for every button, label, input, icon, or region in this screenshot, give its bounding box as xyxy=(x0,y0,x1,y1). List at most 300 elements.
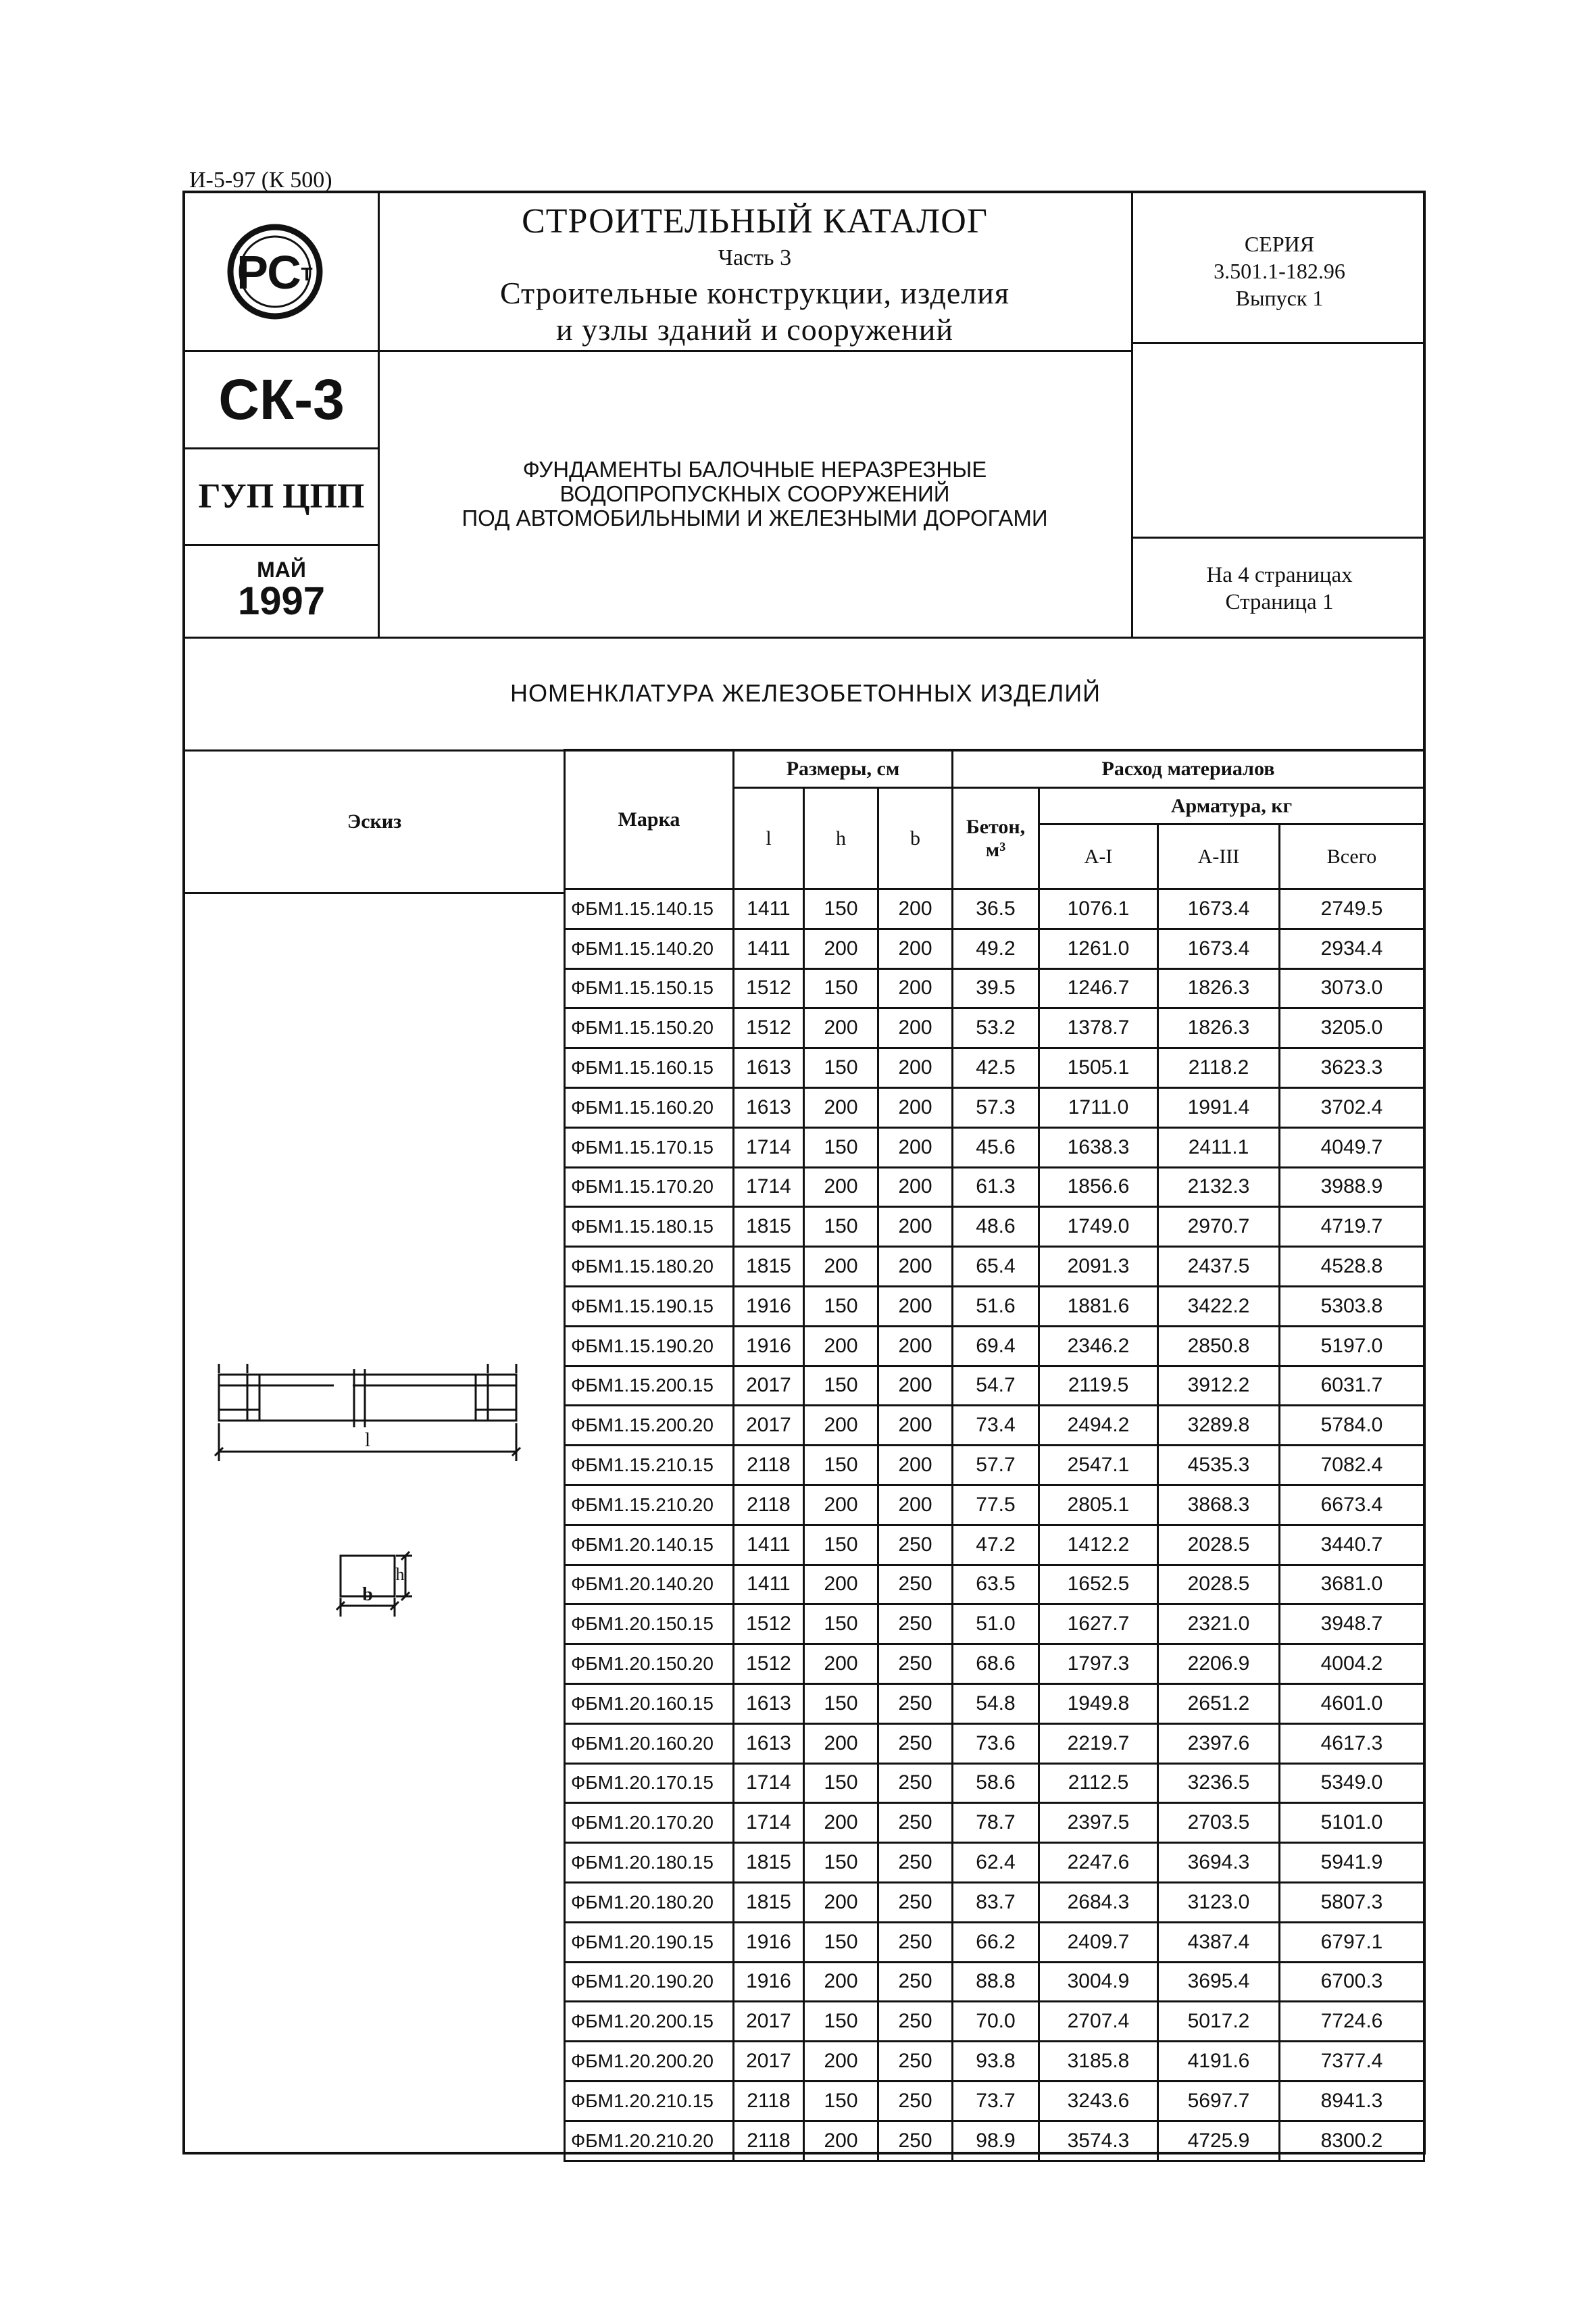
cell-a3: 3868.3 xyxy=(1158,1485,1280,1525)
cell-a3: 5697.7 xyxy=(1158,2081,1280,2121)
cell-a1: 3004.9 xyxy=(1039,1962,1158,2002)
cell-a3: 5017.2 xyxy=(1158,2002,1280,2042)
cell-mark: ФБМ1.20.160.15 xyxy=(565,1683,734,1723)
cell-total: 6673.4 xyxy=(1280,1485,1424,1525)
cell-mark: ФБМ1.15.210.20 xyxy=(565,1485,734,1525)
cell-a1: 2707.4 xyxy=(1039,2002,1158,2042)
cell-total: 3702.4 xyxy=(1280,1087,1424,1127)
cell-concrete: 42.5 xyxy=(953,1048,1039,1088)
document-code: И-5-97 (К 500) xyxy=(189,168,332,193)
cell-b: 200 xyxy=(878,929,953,968)
cell-total: 8941.3 xyxy=(1280,2081,1424,2121)
cell-mark: ФБМ1.20.210.15 xyxy=(565,2081,734,2121)
cell-mark: ФБМ1.20.180.15 xyxy=(565,1843,734,1883)
series-number: 3.501.1-182.96 xyxy=(1214,259,1345,283)
cell-a3: 1991.4 xyxy=(1158,1087,1280,1127)
cell-a1: 2247.6 xyxy=(1039,1843,1158,1883)
cell-l: 1613 xyxy=(734,1723,804,1763)
table-row xyxy=(565,1882,1424,1922)
cell-a1: 1856.6 xyxy=(1039,1167,1158,1207)
table-row xyxy=(565,1087,1424,1127)
catalog-title: СТРОИТЕЛЬНЫЙ КАТАЛОГ xyxy=(522,201,988,241)
cell-l: 1613 xyxy=(734,1087,804,1127)
header-dimensions: Размеры, см xyxy=(734,750,953,788)
cell-concrete: 36.5 xyxy=(953,889,1039,929)
cell-mark: ФБМ1.15.180.15 xyxy=(565,1207,734,1247)
table-row xyxy=(565,1525,1424,1565)
cell-h: 150 xyxy=(804,2002,878,2042)
cell-total: 6797.1 xyxy=(1280,1922,1424,1962)
table-row xyxy=(565,1167,1424,1207)
cell-total: 7724.6 xyxy=(1280,2002,1424,2042)
header-rebar-a1: А-I xyxy=(1039,824,1158,889)
cell-b: 250 xyxy=(878,2002,953,2042)
table-body xyxy=(565,889,1424,2161)
cell-concrete: 57.3 xyxy=(953,1087,1039,1127)
cell-l: 1916 xyxy=(734,1286,804,1326)
cell-b: 200 xyxy=(878,889,953,929)
cell-a3: 3123.0 xyxy=(1158,1882,1280,1922)
cell-a1: 2805.1 xyxy=(1039,1485,1158,1525)
cell-b: 200 xyxy=(878,1446,953,1485)
cell-concrete: 73.6 xyxy=(953,1723,1039,1763)
cell-a1: 2494.2 xyxy=(1039,1406,1158,1446)
cell-total: 5941.9 xyxy=(1280,1843,1424,1883)
cell-b: 200 xyxy=(878,1247,953,1287)
cell-mark: ФБМ1.15.190.15 xyxy=(565,1286,734,1326)
cell-b: 250 xyxy=(878,1683,953,1723)
table-row xyxy=(565,1922,1424,1962)
cell-b: 200 xyxy=(878,1485,953,1525)
cell-b: 200 xyxy=(878,968,953,1008)
cell-l: 1815 xyxy=(734,1843,804,1883)
logo-cell xyxy=(185,193,378,350)
cell-h: 150 xyxy=(804,1763,878,1803)
cell-total: 6031.7 xyxy=(1280,1366,1424,1406)
cell-mark: ФБМ1.20.150.15 xyxy=(565,1604,734,1644)
cell-mark: ФБМ1.20.190.20 xyxy=(565,1962,734,2002)
cell-mark: ФБМ1.20.200.15 xyxy=(565,2002,734,2042)
cell-concrete: 88.8 xyxy=(953,1962,1039,2002)
cell-concrete: 68.6 xyxy=(953,1644,1039,1684)
cell-h: 150 xyxy=(804,1604,878,1644)
cell-mark: ФБМ1.15.170.15 xyxy=(565,1127,734,1167)
table-row xyxy=(565,1723,1424,1763)
header-materials: Расход материалов xyxy=(953,750,1424,788)
series-label: СЕРИЯ xyxy=(1244,232,1315,256)
sketch-header: Эскиз xyxy=(347,810,402,833)
cell-total: 3073.0 xyxy=(1280,968,1424,1008)
cell-l: 1815 xyxy=(734,1247,804,1287)
cell-a1: 1627.7 xyxy=(1039,1604,1158,1644)
cell-b: 250 xyxy=(878,1803,953,1843)
cell-a3: 4535.3 xyxy=(1158,1446,1280,1485)
cell-total: 6700.3 xyxy=(1280,1962,1424,2002)
logo-text: РС xyxy=(236,246,301,299)
cell-l: 1512 xyxy=(734,968,804,1008)
cell-a3: 2206.9 xyxy=(1158,1644,1280,1684)
cell-a3: 3912.2 xyxy=(1158,1366,1280,1406)
cell-h: 150 xyxy=(804,1127,878,1167)
cell-b: 250 xyxy=(878,1525,953,1565)
cell-a1: 1797.3 xyxy=(1039,1644,1158,1684)
divider-pages xyxy=(1131,537,1426,539)
catalog-subtitle-2: и узлы зданий и сооружений xyxy=(556,312,953,347)
catalog-code: СК-3 xyxy=(218,367,345,431)
cell-total: 3681.0 xyxy=(1280,1565,1424,1604)
header-concrete-unit: м³ xyxy=(985,838,1006,861)
table-row xyxy=(565,1048,1424,1088)
cell-concrete: 51.6 xyxy=(953,1286,1039,1326)
cell-h: 200 xyxy=(804,929,878,968)
cell-total: 2749.5 xyxy=(1280,889,1424,929)
cell-total: 5303.8 xyxy=(1280,1286,1424,1326)
cell-concrete: 98.9 xyxy=(953,2121,1039,2161)
cell-total: 5101.0 xyxy=(1280,1803,1424,1843)
cell-mark: ФБМ1.15.140.20 xyxy=(565,929,734,968)
cell-a3: 2321.0 xyxy=(1158,1604,1280,1644)
document-title-line-1: ФУНДАМЕНТЫ БАЛОЧНЫЕ НЕРАЗРЕЗНЫЕ xyxy=(522,457,987,482)
cell-a3: 3289.8 xyxy=(1158,1406,1280,1446)
cell-h: 200 xyxy=(804,1644,878,1684)
cell-mark: ФБМ1.20.180.20 xyxy=(565,1882,734,1922)
cell-b: 200 xyxy=(878,1008,953,1048)
cell-mark: ФБМ1.20.170.15 xyxy=(565,1763,734,1803)
cell-b: 250 xyxy=(878,1723,953,1763)
cell-l: 2118 xyxy=(734,2081,804,2121)
sketch-label-length: l xyxy=(364,1429,371,1451)
table-row xyxy=(565,889,1424,929)
cell-concrete: 78.7 xyxy=(953,1803,1039,1843)
cell-total: 4528.8 xyxy=(1280,1247,1424,1287)
cell-a3: 1826.3 xyxy=(1158,968,1280,1008)
cell-a1: 2112.5 xyxy=(1039,1763,1158,1803)
cell-a3: 1673.4 xyxy=(1158,929,1280,968)
table-row xyxy=(565,1247,1424,1287)
cell-l: 1411 xyxy=(734,1565,804,1604)
cell-a3: 4387.4 xyxy=(1158,1922,1280,1962)
cell-a3: 3236.5 xyxy=(1158,1763,1280,1803)
cell-a3: 2118.2 xyxy=(1158,1048,1280,1088)
header-mark: Марка xyxy=(565,750,734,889)
divider-sketch-header xyxy=(185,892,564,894)
cell-concrete: 62.4 xyxy=(953,1843,1039,1883)
cell-h: 150 xyxy=(804,1366,878,1406)
cell-a3: 2703.5 xyxy=(1158,1803,1280,1843)
cell-b: 200 xyxy=(878,1048,953,1088)
cell-l: 2017 xyxy=(734,1406,804,1446)
table-row xyxy=(565,968,1424,1008)
cell-b: 200 xyxy=(878,1167,953,1207)
cell-a3: 2651.2 xyxy=(1158,1683,1280,1723)
series-block xyxy=(1133,220,1426,322)
cell-b: 250 xyxy=(878,2121,953,2161)
cell-a3: 4725.9 xyxy=(1158,2121,1280,2161)
cell-b: 250 xyxy=(878,2081,953,2121)
cell-h: 200 xyxy=(804,1087,878,1127)
table-row xyxy=(565,1326,1424,1366)
cell-total: 5349.0 xyxy=(1280,1763,1424,1803)
cell-b: 200 xyxy=(878,1286,953,1326)
cell-a1: 2119.5 xyxy=(1039,1366,1158,1406)
cell-l: 1714 xyxy=(734,1763,804,1803)
cell-concrete: 51.0 xyxy=(953,1604,1039,1644)
series-issue: Выпуск 1 xyxy=(1235,286,1324,310)
cell-a1: 3574.3 xyxy=(1039,2121,1158,2161)
cell-concrete: 70.0 xyxy=(953,2002,1039,2042)
table-row xyxy=(565,1286,1424,1326)
cell-h: 200 xyxy=(804,1326,878,1366)
cell-total: 3205.0 xyxy=(1280,1008,1424,1048)
cell-concrete: 39.5 xyxy=(953,968,1039,1008)
header-rebar: Арматура, кг xyxy=(1039,788,1424,824)
cell-h: 200 xyxy=(804,2042,878,2082)
cell-total: 5197.0 xyxy=(1280,1326,1424,1366)
cell-a3: 2028.5 xyxy=(1158,1525,1280,1565)
cell-a3: 3422.2 xyxy=(1158,1286,1280,1326)
sketch-label-width: b xyxy=(362,1584,373,1605)
table-row xyxy=(565,2081,1424,2121)
cell-l: 2017 xyxy=(734,1366,804,1406)
cell-mark: ФБМ1.15.170.20 xyxy=(565,1167,734,1207)
cell-a1: 2684.3 xyxy=(1039,1882,1158,1922)
cell-h: 150 xyxy=(804,889,878,929)
header-concrete xyxy=(953,788,1039,889)
cell-total: 4719.7 xyxy=(1280,1207,1424,1247)
cell-l: 1512 xyxy=(734,1644,804,1684)
cell-l: 1411 xyxy=(734,1525,804,1565)
table-row xyxy=(565,1962,1424,2002)
cell-l: 2118 xyxy=(734,1446,804,1485)
table-row xyxy=(565,1406,1424,1446)
table-row xyxy=(565,1127,1424,1167)
cell-b: 200 xyxy=(878,1326,953,1366)
cell-a1: 2397.5 xyxy=(1039,1803,1158,1843)
pages-current: Страница 1 xyxy=(1225,590,1334,614)
header-width: b xyxy=(878,788,953,889)
document-title-line-3: ПОД АВТОМОБИЛЬНЫМИ И ЖЕЛЕЗНЫМИ ДОРОГАМИ xyxy=(462,506,1048,531)
cell-l: 2017 xyxy=(734,2042,804,2082)
cell-mark: ФБМ1.20.210.20 xyxy=(565,2121,734,2161)
date-month: МАЙ xyxy=(257,557,306,582)
cell-a3: 3695.4 xyxy=(1158,1962,1280,2002)
table-row xyxy=(565,2002,1424,2042)
pages-total: На 4 страницах xyxy=(1206,563,1353,587)
cell-l: 1613 xyxy=(734,1048,804,1088)
table-row xyxy=(565,1207,1424,1247)
cell-mark: ФБМ1.15.200.15 xyxy=(565,1366,734,1406)
cell-concrete: 65.4 xyxy=(953,1247,1039,1287)
cell-a1: 1652.5 xyxy=(1039,1565,1158,1604)
cell-b: 250 xyxy=(878,1763,953,1803)
cell-total: 4617.3 xyxy=(1280,1723,1424,1763)
cell-l: 1411 xyxy=(734,889,804,929)
table-row xyxy=(565,1763,1424,1803)
cell-a1: 1412.2 xyxy=(1039,1525,1158,1565)
logo-mark: Т xyxy=(300,264,313,285)
cell-a1: 1246.7 xyxy=(1039,968,1158,1008)
table-row xyxy=(565,1485,1424,1525)
date-year: 1997 xyxy=(237,579,326,624)
cell-a1: 2219.7 xyxy=(1039,1723,1158,1763)
table-row xyxy=(565,1803,1424,1843)
cell-total: 3948.7 xyxy=(1280,1604,1424,1644)
cell-h: 150 xyxy=(804,1525,878,1565)
cell-a1: 3243.6 xyxy=(1039,2081,1158,2121)
pages-block xyxy=(1133,558,1426,619)
cell-concrete: 48.6 xyxy=(953,1207,1039,1247)
table-row xyxy=(565,1446,1424,1485)
cell-a1: 2409.7 xyxy=(1039,1922,1158,1962)
header-height: h xyxy=(804,788,878,889)
cell-a3: 4191.6 xyxy=(1158,2042,1280,2082)
cell-a3: 2437.5 xyxy=(1158,1247,1280,1287)
cell-concrete: 73.4 xyxy=(953,1406,1039,1446)
cell-h: 200 xyxy=(804,1962,878,2002)
cell-mark: ФБМ1.20.190.15 xyxy=(565,1922,734,1962)
cell-a1: 2547.1 xyxy=(1039,1446,1158,1485)
cell-h: 150 xyxy=(804,968,878,1008)
cell-b: 250 xyxy=(878,1882,953,1922)
cell-b: 250 xyxy=(878,1843,953,1883)
cell-a1: 2346.2 xyxy=(1039,1326,1158,1366)
cell-a1: 1881.6 xyxy=(1039,1286,1158,1326)
cell-a3: 2397.6 xyxy=(1158,1723,1280,1763)
cell-a1: 1076.1 xyxy=(1039,889,1158,929)
cell-mark: ФБМ1.15.150.15 xyxy=(565,968,734,1008)
section-title: НОМЕНКЛАТУРА ЖЕЛЕЗОБЕТОННЫХ ИЗДЕЛИЙ xyxy=(510,679,1101,707)
cell-h: 200 xyxy=(804,1406,878,1446)
table-row xyxy=(565,1366,1424,1406)
cell-concrete: 57.7 xyxy=(953,1446,1039,1485)
cell-a3: 1826.3 xyxy=(1158,1008,1280,1048)
catalog-part: Часть 3 xyxy=(718,245,792,270)
nomenclature-table xyxy=(564,749,1425,2162)
cell-a1: 2091.3 xyxy=(1039,1247,1158,1287)
table-row xyxy=(565,1843,1424,1883)
cell-h: 150 xyxy=(804,1922,878,1962)
cell-h: 200 xyxy=(804,1723,878,1763)
cell-mark: ФБМ1.15.150.20 xyxy=(565,1008,734,1048)
cell-a3: 2411.1 xyxy=(1158,1127,1280,1167)
cell-h: 150 xyxy=(804,2081,878,2121)
cell-h: 150 xyxy=(804,1683,878,1723)
table-row xyxy=(565,1008,1424,1048)
cell-b: 200 xyxy=(878,1406,953,1446)
cell-concrete: 83.7 xyxy=(953,1882,1039,1922)
cell-h: 200 xyxy=(804,1882,878,1922)
cell-concrete: 49.2 xyxy=(953,929,1039,968)
cell-concrete: 93.8 xyxy=(953,2042,1039,2082)
cell-mark: ФБМ1.20.140.15 xyxy=(565,1525,734,1565)
cell-b: 250 xyxy=(878,1644,953,1684)
cell-concrete: 61.3 xyxy=(953,1167,1039,1207)
date-block xyxy=(185,545,378,636)
cell-b: 250 xyxy=(878,1962,953,2002)
cell-b: 200 xyxy=(878,1127,953,1167)
cell-total: 3440.7 xyxy=(1280,1525,1424,1565)
cell-l: 1411 xyxy=(734,929,804,968)
header-rebar-a3: А-III xyxy=(1158,824,1280,889)
document-title xyxy=(380,450,1130,538)
cell-mark: ФБМ1.20.170.20 xyxy=(565,1803,734,1843)
cell-h: 200 xyxy=(804,1247,878,1287)
cell-h: 200 xyxy=(804,1803,878,1843)
cell-a3: 1673.4 xyxy=(1158,889,1280,929)
header-length: l xyxy=(734,788,804,889)
cell-total: 2934.4 xyxy=(1280,929,1424,968)
cell-b: 200 xyxy=(878,1207,953,1247)
cell-l: 1916 xyxy=(734,1326,804,1366)
cell-concrete: 54.7 xyxy=(953,1366,1039,1406)
cell-total: 5784.0 xyxy=(1280,1406,1424,1446)
cell-total: 7082.4 xyxy=(1280,1446,1424,1485)
cell-concrete: 73.7 xyxy=(953,2081,1039,2121)
cell-mark: ФБМ1.15.140.15 xyxy=(565,889,734,929)
cell-l: 1916 xyxy=(734,1962,804,2002)
catalog-header xyxy=(380,200,1130,349)
cell-mark: ФБМ1.15.160.15 xyxy=(565,1048,734,1088)
cell-l: 1916 xyxy=(734,1922,804,1962)
cell-concrete: 77.5 xyxy=(953,1485,1039,1525)
cell-l: 1613 xyxy=(734,1683,804,1723)
cell-h: 150 xyxy=(804,1048,878,1088)
cell-h: 150 xyxy=(804,1446,878,1485)
table-row xyxy=(565,1644,1424,1684)
cell-total: 3623.3 xyxy=(1280,1048,1424,1088)
cell-b: 250 xyxy=(878,2042,953,2082)
cell-mark: ФБМ1.20.160.20 xyxy=(565,1723,734,1763)
cell-mark: ФБМ1.15.200.20 xyxy=(565,1406,734,1446)
cell-a1: 1711.0 xyxy=(1039,1087,1158,1127)
cell-a3: 2970.7 xyxy=(1158,1207,1280,1247)
organization: ГУП ЦПП xyxy=(198,476,365,516)
cell-a1: 1505.1 xyxy=(1039,1048,1158,1088)
gost-logo-icon xyxy=(224,221,339,322)
cell-l: 1512 xyxy=(734,1008,804,1048)
cell-a1: 1949.8 xyxy=(1039,1683,1158,1723)
cell-l: 1714 xyxy=(734,1127,804,1167)
header-concrete-label: Бетон, xyxy=(966,815,1026,838)
cell-l: 2017 xyxy=(734,2002,804,2042)
cell-b: 200 xyxy=(878,1087,953,1127)
cell-h: 200 xyxy=(804,1565,878,1604)
beam-elevation-outline xyxy=(219,1375,516,1421)
cell-a1: 1749.0 xyxy=(1039,1207,1158,1247)
cell-concrete: 69.4 xyxy=(953,1326,1039,1366)
divider-header xyxy=(378,350,1131,352)
cell-total: 4004.2 xyxy=(1280,1644,1424,1684)
cell-total: 7377.4 xyxy=(1280,2042,1424,2082)
cell-a3: 2850.8 xyxy=(1158,1326,1280,1366)
cell-total: 4049.7 xyxy=(1280,1127,1424,1167)
table-row xyxy=(565,1683,1424,1723)
beam-sketch xyxy=(199,1329,550,1815)
cell-l: 1512 xyxy=(734,1604,804,1644)
table-row xyxy=(565,929,1424,968)
cell-l: 1714 xyxy=(734,1803,804,1843)
cell-concrete: 66.2 xyxy=(953,1922,1039,1962)
cell-b: 250 xyxy=(878,1922,953,1962)
cell-h: 150 xyxy=(804,1286,878,1326)
cell-h: 150 xyxy=(804,1207,878,1247)
cell-total: 3988.9 xyxy=(1280,1167,1424,1207)
cell-h: 200 xyxy=(804,1485,878,1525)
cell-a1: 1378.7 xyxy=(1039,1008,1158,1048)
cell-mark: ФБМ1.20.140.20 xyxy=(565,1565,734,1604)
cell-h: 150 xyxy=(804,1843,878,1883)
cell-b: 200 xyxy=(878,1366,953,1406)
